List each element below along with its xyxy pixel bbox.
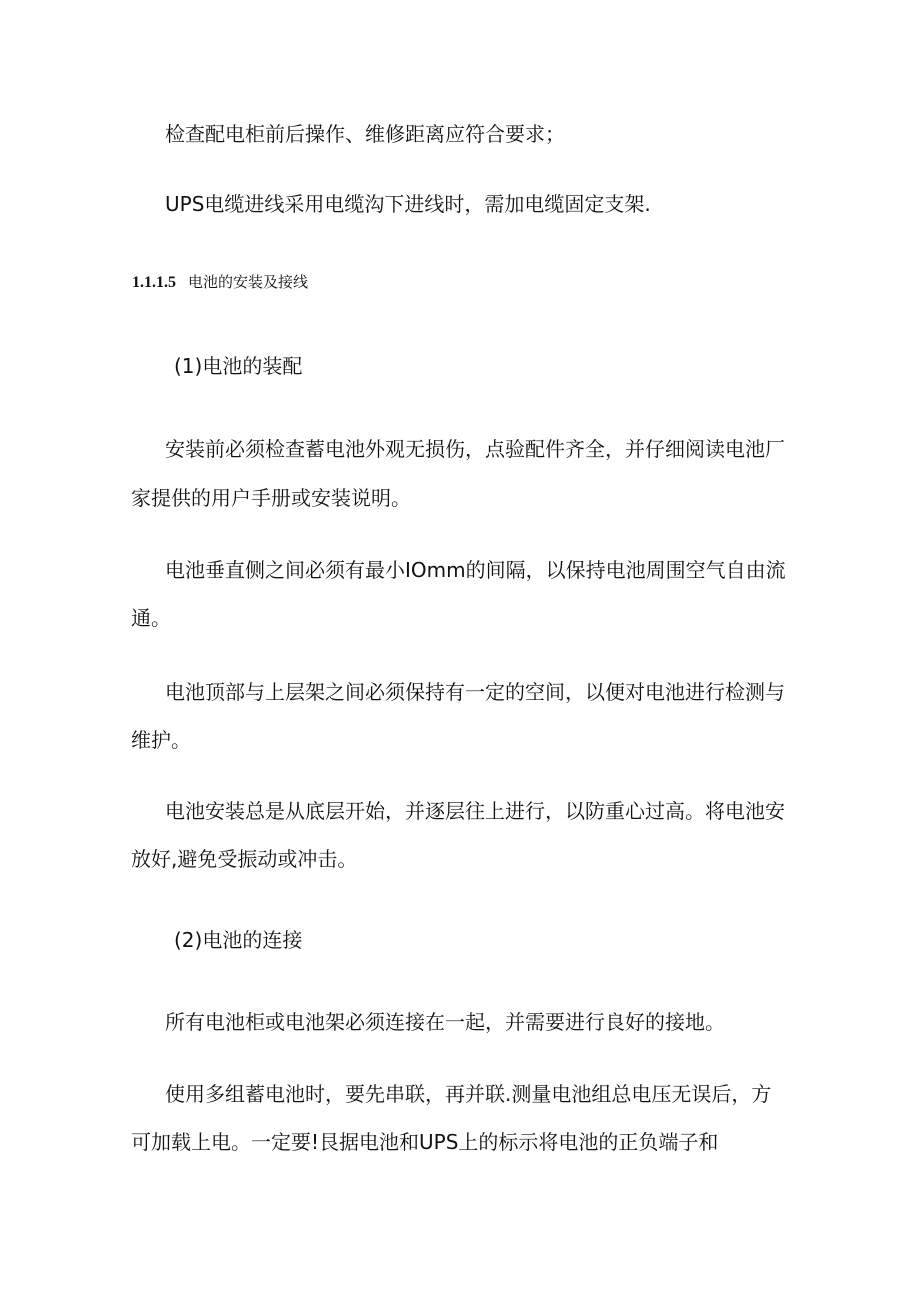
section-heading [132,272,308,293]
section-number: 1.1.1.5 [132,274,176,291]
paragraph-pre-install-check-line-2: 家提供的用户手册或安装说明。 [131,486,411,510]
paragraph-ups-cable-entry: UPS电缆进线采用电缆沟下进线时，需加电缆固定支架. [165,192,651,216]
paragraph-top-clearance-line-1: 电池顶部与上层架之间必须保持有一定的空间，以便对电池进行检测与 [165,680,785,704]
paragraph-pre-install-check-line-1: 安装前必须检查蓄电池外观无损伤，点验配件齐全，并仔细阅读电池厂 [165,437,785,461]
paragraph-battery-spacing-line-2: 通。 [131,606,171,630]
paragraph-bottom-up-install-line-2: 放好,避免受振动或冲击。 [131,847,358,871]
paragraph-bottom-up-install-line-1: 电池安装总是从底层开始，并逐层往上进行，以防重心过高。将电池安 [165,799,785,823]
section-title: 电池的安装及接线 [188,273,309,291]
subsection-battery-assembly: (1)电池的装配 [174,354,303,378]
paragraph-top-clearance-line-2: 维护。 [131,728,191,752]
paragraph-series-parallel-line-1: 使用多组蓄电池时，要先串联，再并联.测量电池组总电压无误后，方 [165,1082,772,1106]
paragraph-distance-requirement: 检查配电柜前后操作、维修距离应符合要求； [165,122,565,146]
paragraph-battery-spacing-line-1: 电池垂直侧之间必须有最小IOmm的间隔，以保持电池周围空气自由流 [165,558,786,582]
subsection-battery-connection: (2)电池的连接 [174,928,303,952]
paragraph-grounding: 所有电池柜或电池架必须连接在一起，并需要进行良好的接地。 [165,1010,725,1034]
paragraph-series-parallel-line-2: 可加载上电。一定要!艮据电池和UPS上的标示将电池的正负端子和 [131,1130,719,1154]
